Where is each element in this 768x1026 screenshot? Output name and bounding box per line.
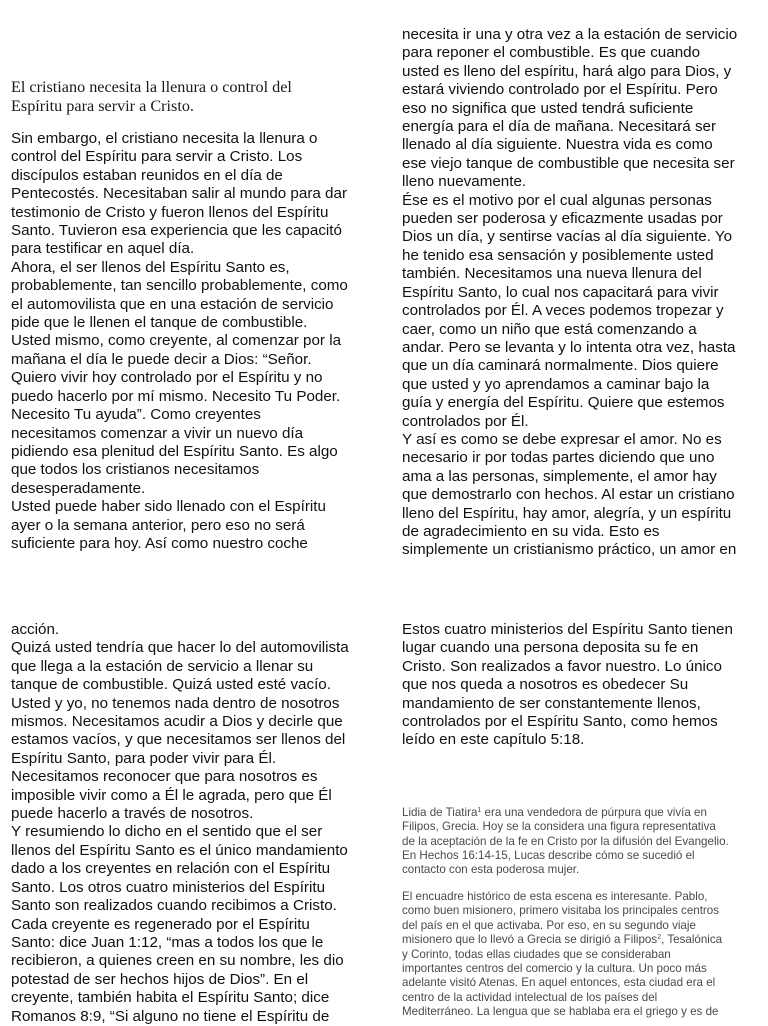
footnote-historical-text-end: , Tesalónica y Corinto, todas ellas ciudades que se consideraban importantes centros del comercio y la cultura. Un poco más adelante visitó Atenas. En aquel entonces, esta ciudad era el centro de la actividad intelectual de los países del Mediterráneo. La lengua que se hablaba era el griego y es de [402,933,723,1019]
top-right-body-text: necesita ir una y otra vez a la estación de servicio para reponer el combustible. Es que cuando usted es lleno del espíritu, hará algo para Dios, y estará viviendo controlado por el Espíritu. Pero eso no significa que usted tendrá suficiente energía para el día de mañana. Necesitará ser llenado al día siguiente. Nuestra vida es como ese viejo tanque de combustible que necesita ser lleno nuevamente. Ése es el motivo por el cual algunas personas pueden ser poderosa y eficazmente usadas por Dios un día, y sentirse vacías al día siguiente. Yo he tenido esa sensación y posiblemente usted también. Necesitamos una nueva llenura del Espíritu Santo, lo cual nos capacitará para vivir controlados por Él. A veces podemos tropezar y caer, como un niño que está comenzando a andar. Pero se levanta y lo intenta otra vez, hasta que un día caminará normalmente. Dios quiere que usted y yo aprendamos a caminar bajo la guía y energía del Espíritu. Quiere que estemos controlados por Él. Y así es como se debe expresar el amor. No es necesario ir por todas partes diciendo que uno ama a las personas, simplemente, el amor hay que demostrarlo con hechos. Al estar un cristiano lleno del Espíritu, hay amor, alegría, y un espíritu de agradecimiento en su vida. Esto es simplemente un cristianismo práctico, un amor en [402,26,738,559]
footnote-historical-context [402,890,756,1020]
footnote-lidia-text-end: era una vendedora de púrpura que vivía en Filipos, Grecia. Hoy se la considera una figura representativa de la aceptación de la fe en Cristo por la difusión del Evangelio. En Hechos 16:14-15, Lucas describe cómo se sucedió el contacto con esta poderosa mujer. [402,805,729,877]
bottom-left-column [11,621,365,1024]
footnote-lidia-text-start: Lidia de Tiatira [402,805,478,819]
footnote-lidia [402,806,756,878]
bottom-page [0,512,768,1024]
top-left-column [11,78,365,552]
footnote-marker-2: 2 [657,934,662,942]
bottom-right-column [402,621,756,1024]
spacer [402,750,756,806]
footnote-historical-text-start: El encuadre histórico de esta escena es interesante. Pablo, como buen misionero, primero visitaba los principales centros del país en el que activaba. Por eso, en su segundo viaje misionero que lo llevó a Grecia se dirigió a Filipos [402,889,720,947]
bottom-left-body-text: acción. Quizá usted tendría que hacer lo del automovilista que llega a la estación de servicio a llenar su tanque de combustible. Quizá usted esté vacío. Usted y yo, no tenemos nada dentro de nosotros mismos. Necesitamos acudir a Dios y decirle que estamos vacíos, y que necesitamos ser llenos del Espíritu Santo, para poder vivir para Él. Necesitamos reconocer que para nosotros es imposible vivir como a Él le agrada, pero que Él puede hacerlo a través de nosotros. Y resumiendo lo dicho en el sentido que el ser llenos del Espíritu Santo es el único mandamiento dado a los creyentes en relación con el Espíritu Santo. Los otros cuatro ministerios del Espíritu Santo son realizados cuando recibimos a Cristo. Cada creyente es regenerado por el Espíritu Santo: dice Juan 1:12, “mas a todos los que le recibieron, a quienes creen en su nombre, les dio potestad de ser hechos hijos de Dios”. En el creyente, también habita el Espíritu Santo; dice Romanos 8:9, “Si alguno no tiene el Espíritu de [11,621,349,1025]
footnote-marker-1: 1 [477,806,482,814]
top-left-body-text: Sin embargo, el cristiano necesita la llenura o control del Espíritu para servir a Cristo. Los discípulos estaban reunidos en el día de Pentecostés. Necesitaban salir al mundo para dar testimonio de Cristo y fueron llenos del Espíritu Santo. Tuvieron esa experiencia que les capacitó para testificar en aquel día. Ahora, el ser llenos del Espíritu Santo es, probablemente, tan sencillo probablemente, como el automovilista que en una estación de servicio pide que le llenen el tanque de combustible. Usted mismo, como creyente, al comenzar por la mañana el día le puede decir a Dios: “Señor. Quiero vivir hoy controlado por el Espíritu y no puedo hacerlo por mí mismo. Necesito Tu Poder. Necesito Tu ayuda”. Como creyentes necesitamos comenzar a vivir un nuevo día pidiendo esa plenitud del Espíritu Santo. Es algo que todos los cristianos necesitamos desesperadamente. Usted puede haber sido llenado con el Espíritu ayer o la semana anterior, pero eso no será suficiente para hoy. Así como nuestro coche [11,130,348,552]
top-right-column [402,26,756,559]
section-heading: El cristiano necesita la llenura o control del Espíritu para servir a Cristo. [11,78,292,115]
bottom-right-body-text: Estos cuatro ministerios del Espíritu Santo tienen lugar cuando una persona deposita su fe en Cristo. Son realizados a favor nuestro. Lo único que nos queda a nosotros es obedecer Su mandamiento de ser constantemente llenos, controlados por el Espíritu Santo, como hemos leído en este capítulo 5:18. [402,621,733,749]
